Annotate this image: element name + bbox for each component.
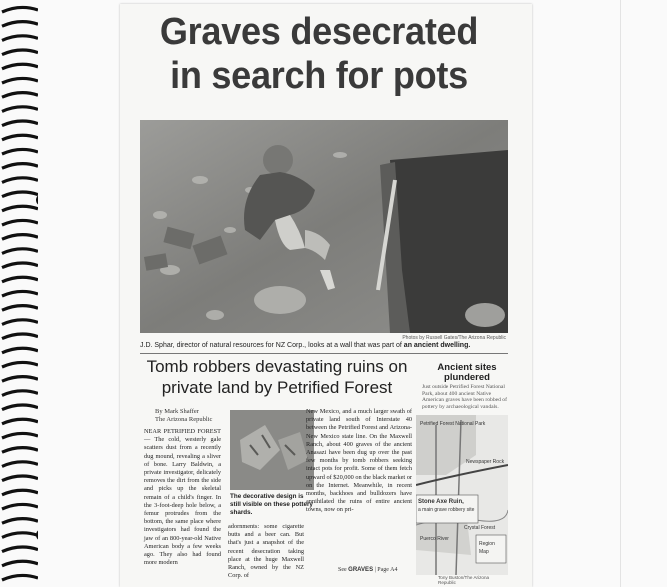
locator-map [416,415,508,575]
map-label-park: Petrified Forest National Park [420,421,486,427]
byline-name: By Mark Shaffer [155,408,199,415]
pottery-shards-photo [230,410,314,490]
byline-source: The Arizona Republic [155,416,213,423]
jump-line: See GRAVES | Page A4 [338,567,398,573]
article-column-1: NEAR PETRIFIED FOREST — The cold, westerly gale scatters dust from a recently dug mound, revealing a sliver of bone. Larry Baldwin, a private investigator, delicately removes the dirt from the side and picks up the skeletal remain of a child's finger. In the 3-foot-deep hole below, a femur protrudes from the bottom, the same place where investigators had found the jaw of an 800-year-old Native American body a few weeks ago. They also had found more modern [144,428,221,567]
divider [140,353,508,354]
inset-caption: The decorative design is still visible on these pottery shards. [230,493,313,516]
byline [155,408,212,424]
sidebar-title: Ancient sites plundered [437,362,497,383]
jump-page: Page A4 [377,567,398,573]
caption-bold: an ancient dwelling. [403,342,471,349]
map-credit: Tony Buston/The Arizona Republic [438,575,490,585]
photo-credit: Photos by Russell Gates/The Arizona Republic [402,335,506,341]
photo-caption [140,342,500,349]
sidebar-text: Just outside Petrified Forest National Park, about 400 ancient Native American graves have been robbed of pottery by archaeological vandals. [422,384,507,410]
article-column-2: adornments: some cigarette butts and a beer can. But that's just a snapshot of the recent desecration taking place at the huge Maxwell Ranch, owned by the NZ Corp. of [228,523,304,580]
jump-word: GRAVES [348,567,374,573]
map-label-region: Region [479,541,495,547]
main-photo [140,120,508,333]
headline: Graves desecrated in search for pots [159,11,479,97]
map-label-map: Map [479,549,489,555]
subhead: Tomb robbers devastating ruins on private land by Petrified Forest [146,357,408,397]
jump-prefix: See [338,567,347,573]
caption-text: J.D. Sphar, director of natural resources for NZ Corp., looks at a wall that was part of [140,342,402,349]
article-column-3: New Mexico, and a much larger swath of private land south of Interstate 40 between the Petrified Forest and Arizona-New Mexico state line. On the Maxwell Ranch, about 400 graves of the ancient Anasazi have been dug up over the past few months by tomb robbers seeking intact pots for profit. Some of them fetch upward of $20,000 on the black market or on the Internet. Meanwhile, in recent months, backhoes and bulldozers have annihilated the ruins of entire ancient towns, now on pri- [306,408,412,514]
map-label-crystal-forest: Crystal Forest [464,525,496,531]
map-label-stone-axe: Stone Axe Ruin, [418,499,464,505]
newspaper-clipping [120,4,532,587]
sidebar-box [416,360,508,585]
map-label-stone-axe-desc: a main grave robbery site [418,507,475,513]
map-label-newspaper-rock: Newspaper Rock [466,459,505,465]
map-label-puerco: Puerco River [420,536,449,542]
